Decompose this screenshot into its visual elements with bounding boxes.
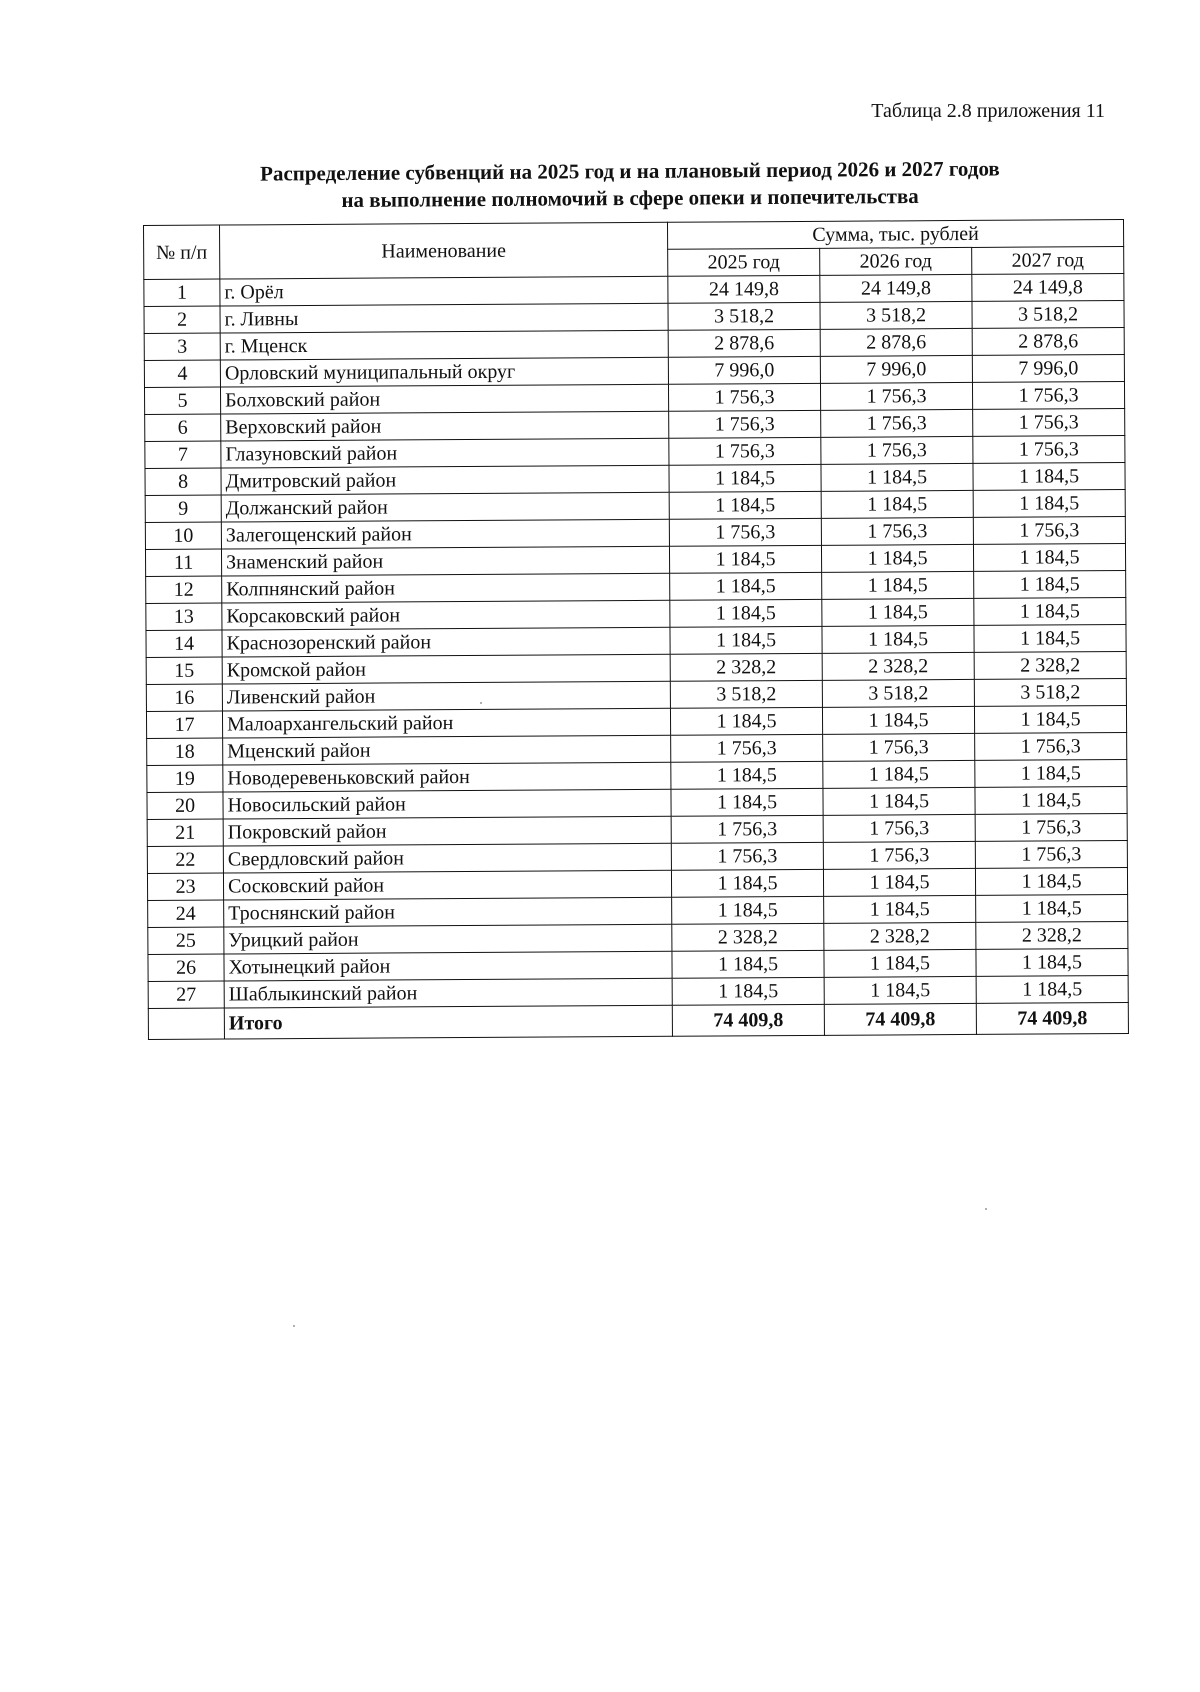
row-value-2026: 1 184,5 — [823, 760, 975, 788]
row-name: Хотынецкий район — [224, 951, 672, 981]
row-value-2026: 1 184,5 — [821, 544, 973, 572]
row-value-2025: 1 756,3 — [669, 518, 821, 546]
total-2026: 74 409,8 — [824, 1003, 976, 1035]
row-value-2027: 1 756,3 — [975, 733, 1127, 761]
row-value-2027: 1 756,3 — [973, 517, 1125, 545]
row-value-2027: 1 184,5 — [974, 625, 1126, 653]
row-name: Кромской район — [222, 654, 670, 684]
row-value-2027: 2 878,6 — [972, 328, 1124, 356]
row-value-2025: 1 184,5 — [671, 761, 823, 789]
row-name: Троснянский район — [224, 897, 672, 927]
row-number: 16 — [146, 684, 222, 711]
row-value-2026: 2 878,6 — [820, 328, 972, 356]
row-number: 2 — [144, 306, 220, 333]
scan-speck — [480, 702, 482, 704]
row-value-2025: 1 184,5 — [669, 464, 821, 492]
total-2027: 74 409,8 — [976, 1002, 1128, 1034]
row-number: 14 — [146, 630, 222, 657]
row-name: Корсаковский район — [222, 600, 670, 630]
row-name: г. Орёл — [220, 276, 668, 306]
row-value-2026: 2 328,2 — [824, 922, 976, 950]
row-value-2026: 1 756,3 — [821, 409, 973, 437]
row-name: Шаблыкинский район — [224, 978, 672, 1008]
row-value-2026: 1 184,5 — [822, 571, 974, 599]
row-number: 15 — [146, 657, 222, 684]
row-value-2025: 1 756,3 — [669, 410, 821, 438]
row-number: 6 — [145, 414, 221, 441]
row-value-2027: 1 756,3 — [975, 840, 1127, 868]
row-number: 24 — [148, 900, 224, 927]
scan-speck — [985, 1208, 987, 1210]
row-number: 25 — [148, 927, 224, 954]
row-value-2026: 1 184,5 — [821, 463, 973, 491]
row-value-2026: 1 756,3 — [820, 382, 972, 410]
row-value-2026: 1 756,3 — [821, 517, 973, 545]
row-value-2025: 1 184,5 — [670, 572, 822, 600]
row-value-2026: 1 756,3 — [823, 733, 975, 761]
row-name: Краснозоренский район — [222, 627, 670, 657]
subsidy-table — [143, 219, 1129, 1040]
row-value-2027: 1 184,5 — [975, 786, 1127, 814]
row-value-2025: 1 184,5 — [669, 491, 821, 519]
row-name: Урицкий район — [224, 924, 672, 954]
row-name: Ливенский район — [222, 681, 670, 711]
row-value-2025: 7 996,0 — [668, 356, 820, 384]
row-number: 8 — [145, 468, 221, 495]
row-name: г. Ливны — [220, 303, 668, 333]
row-name: Свердловский район — [223, 843, 671, 873]
scan-speck — [293, 1325, 295, 1327]
row-number: 21 — [147, 819, 223, 846]
header-year-2027: 2027 год — [972, 247, 1124, 275]
row-value-2027: 1 184,5 — [973, 544, 1125, 572]
row-value-2026: 1 184,5 — [822, 706, 974, 734]
row-number: 18 — [147, 738, 223, 765]
row-value-2025: 1 756,3 — [671, 842, 823, 870]
title-line-2: на выполнение полномочий в сфере опеки и попечительства — [341, 183, 919, 213]
row-number: 12 — [146, 576, 222, 603]
row-value-2026: 1 184,5 — [822, 625, 974, 653]
row-number: 3 — [144, 333, 220, 360]
row-number: 9 — [145, 495, 221, 522]
row-number: 20 — [147, 792, 223, 819]
row-value-2026: 1 756,3 — [823, 841, 975, 869]
row-value-2027: 2 328,2 — [974, 652, 1126, 680]
row-value-2025: 1 184,5 — [671, 869, 823, 897]
row-name: Колпнянский район — [222, 573, 670, 603]
row-name: Малоархангельский район — [222, 708, 670, 738]
row-value-2026: 3 518,2 — [822, 679, 974, 707]
row-value-2027: 1 184,5 — [976, 894, 1128, 922]
row-number: 13 — [146, 603, 222, 630]
row-number: 27 — [148, 981, 224, 1008]
row-value-2027: 3 518,2 — [974, 679, 1126, 707]
header-num: № п/п — [144, 225, 220, 279]
row-number: 5 — [144, 387, 220, 414]
row-value-2026: 1 184,5 — [822, 598, 974, 626]
row-name: Глазуновский район — [221, 438, 669, 468]
row-value-2027: 24 149,8 — [972, 274, 1124, 302]
row-value-2025: 3 518,2 — [668, 302, 820, 330]
row-value-2025: 3 518,2 — [670, 680, 822, 708]
row-number: 4 — [144, 360, 220, 387]
row-name: Сосковский район — [223, 870, 671, 900]
row-number: 22 — [147, 846, 223, 873]
row-value-2026: 1 184,5 — [824, 949, 976, 977]
row-number: 17 — [146, 711, 222, 738]
row-number: 11 — [145, 549, 221, 576]
row-number: 7 — [145, 441, 221, 468]
row-value-2025: 1 184,5 — [672, 977, 824, 1005]
row-value-2026: 1 756,3 — [823, 814, 975, 842]
row-value-2027: 1 184,5 — [974, 571, 1126, 599]
row-value-2025: 2 328,2 — [672, 923, 824, 951]
row-value-2026: 2 328,2 — [822, 652, 974, 680]
table-total-row — [148, 1002, 1128, 1039]
document-title — [140, 155, 1120, 216]
row-value-2025: 1 184,5 — [669, 545, 821, 573]
row-value-2027: 1 756,3 — [975, 813, 1127, 841]
row-value-2025: 2 328,2 — [670, 653, 822, 681]
row-name: Мценский район — [223, 735, 671, 765]
row-value-2027: 1 184,5 — [976, 948, 1128, 976]
row-name: г. Мценск — [220, 330, 668, 360]
row-name: Дмитровский район — [221, 465, 669, 495]
row-value-2027: 7 996,0 — [972, 355, 1124, 383]
header-name: Наименование — [220, 222, 668, 279]
total-2025: 74 409,8 — [672, 1004, 824, 1036]
row-number: 19 — [147, 765, 223, 792]
row-name: Новодеревеньковский район — [223, 762, 671, 792]
row-name: Верховский район — [221, 411, 669, 441]
row-value-2027: 1 184,5 — [973, 463, 1125, 491]
row-value-2027: 1 184,5 — [974, 706, 1126, 734]
row-value-2027: 2 328,2 — [976, 921, 1128, 949]
row-name: Новосильский район — [223, 789, 671, 819]
row-value-2025: 1 184,5 — [671, 788, 823, 816]
row-value-2026: 1 184,5 — [823, 787, 975, 815]
row-value-2027: 1 184,5 — [974, 598, 1126, 626]
row-value-2025: 1 756,3 — [671, 734, 823, 762]
row-number: 10 — [145, 522, 221, 549]
row-value-2025: 1 756,3 — [668, 383, 820, 411]
row-value-2027: 1 756,3 — [973, 436, 1125, 464]
row-name: Должанский район — [221, 492, 669, 522]
row-number: 26 — [148, 954, 224, 981]
row-value-2027: 1 756,3 — [972, 382, 1124, 410]
row-value-2025: 2 878,6 — [668, 329, 820, 357]
appendix-reference: Таблица 2.8 приложения 11 — [871, 100, 1105, 122]
row-value-2025: 1 184,5 — [670, 707, 822, 735]
row-value-2026: 1 184,5 — [824, 895, 976, 923]
row-value-2027: 1 184,5 — [975, 760, 1127, 788]
row-value-2027: 1 756,3 — [973, 409, 1125, 437]
row-number: 1 — [144, 279, 220, 306]
row-value-2025: 1 184,5 — [672, 950, 824, 978]
row-number: 23 — [147, 873, 223, 900]
row-name: Знаменский район — [221, 546, 669, 576]
row-value-2025: 1 184,5 — [672, 896, 824, 924]
row-value-2025: 1 184,5 — [670, 626, 822, 654]
row-value-2027: 1 184,5 — [975, 867, 1127, 895]
header-sum: Сумма, тыс. рублей — [667, 220, 1123, 250]
row-name: Покровский район — [223, 816, 671, 846]
header-year-2025: 2025 год — [668, 248, 820, 276]
row-value-2026: 24 149,8 — [820, 274, 972, 302]
total-num-cell — [148, 1008, 224, 1039]
total-label: Итого — [224, 1005, 672, 1039]
row-value-2026: 1 184,5 — [824, 976, 976, 1004]
table-body — [144, 274, 1128, 1009]
row-value-2026: 1 756,3 — [821, 436, 973, 464]
row-value-2027: 1 184,5 — [976, 975, 1128, 1003]
row-value-2026: 1 184,5 — [821, 490, 973, 518]
row-value-2027: 3 518,2 — [972, 301, 1124, 329]
row-value-2025: 24 149,8 — [668, 275, 820, 303]
header-year-2026: 2026 год — [820, 247, 972, 275]
row-value-2025: 1 756,3 — [671, 815, 823, 843]
row-value-2026: 3 518,2 — [820, 301, 972, 329]
row-value-2025: 1 184,5 — [670, 599, 822, 627]
row-name: Орловский муниципальный округ — [220, 357, 668, 387]
row-value-2027: 1 184,5 — [973, 490, 1125, 518]
row-name: Залегощенский район — [221, 519, 669, 549]
row-value-2025: 1 756,3 — [669, 437, 821, 465]
row-value-2026: 7 996,0 — [820, 355, 972, 383]
title-line-1: Распределение субвенций на 2025 год и на плановый период 2026 и 2027 годов — [259, 156, 1000, 186]
row-value-2026: 1 184,5 — [823, 868, 975, 896]
row-name: Болховский район — [220, 384, 668, 414]
subsidy-table-container — [143, 219, 1129, 1040]
